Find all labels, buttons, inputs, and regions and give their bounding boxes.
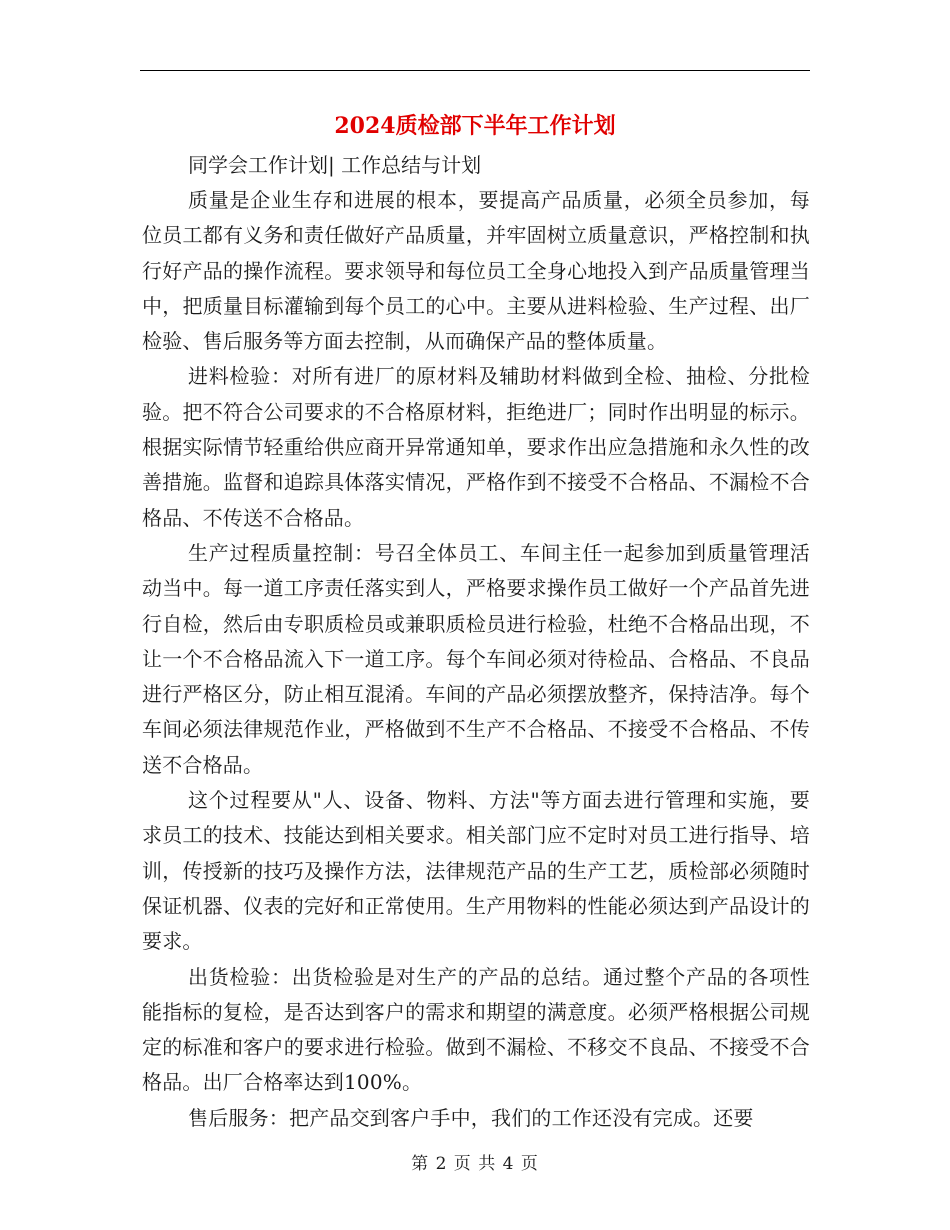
- document-body: [142, 148, 810, 1136]
- header-rule: [140, 70, 810, 71]
- paragraph-production-control: 生产过程质量控制：号召全体员工、车间主任一起参加到质量管理活动当中。每一道工序责任落实到人，严格要求操作员工做好一个产品首先进行自检，然后由专职质检员或兼职质检员进行检验，杜绝不合格品出现，不让一个不合格品流入下一道工序。每个车间必须对待检品、合格品、不良品进行严格区分，防止相互混淆。车间的产品必须摆放整齐，保持洁净。每个车间必须法律规范作业，严格做到不生产不合格品、不接受不合格品、不传送不合格品。: [142, 540, 810, 777]
- paragraph-shipping-inspection: 出货检验：出货检验是对生产的产品的总结。通过整个产品的各项性能指标的复检，是否达到客户的需求和期望的满意度。必须严格根据公司规定的标准和客户的要求进行检验。做到不漏检、不移交不良品、不接受不合格品。出厂合格率达到100%。: [142, 964, 810, 1095]
- paragraph-incoming-inspection: 进料检验：对所有进厂的原材料及辅助材料做到全检、抽检、分批检验。把不符合公司要求的不合格原材料，拒绝进厂；同时作出明显的标示。根据实际情节轻重给供应商开异常通知单，要求作出应急措施和永久性的改善措施。监督和追踪具体落实情况，严格作到不接受不合格品、不漏检不合格品、不传送不合格品。: [142, 364, 810, 530]
- document-subtitle: 同学会工作计划| 工作总结与计划: [188, 153, 482, 177]
- paragraph-after-sales: 售后服务：把产品交到客户手中，我们的工作还没有完成。还要: [188, 1105, 754, 1130]
- document-title: 2024质检部下半年工作计划: [334, 113, 616, 139]
- paragraph-process-management: 这个过程要从"人、设备、物料、方法"等方面去进行管理和实施，要求员工的技术、技能达到相关要求。相关部门应不定时对员工进行指导、培训，传授新的技巧及操作方法，法律规范产品的生产工艺，质检部必须随时保证机器、仪表的完好和正常使用。生产用物料的性能必须达到产品设计的要求。: [142, 788, 810, 954]
- page-number: 第 2 页 共 4 页: [411, 1154, 539, 1174]
- paragraph-intro: 质量是企业生存和进展的根本，要提高产品质量，必须全员参加，每位员工都有义务和责任做好产品质量，并牢固树立质量意识，严格控制和执行好产品的操作流程。要求领导和每位员工全身心地投入到产品质量管理当中，把质量目标灌输到每个员工的心中。主要从进料检验、生产过程、出厂检验、售后服务等方面去控制，从而确保产品的整体质量。: [142, 188, 810, 354]
